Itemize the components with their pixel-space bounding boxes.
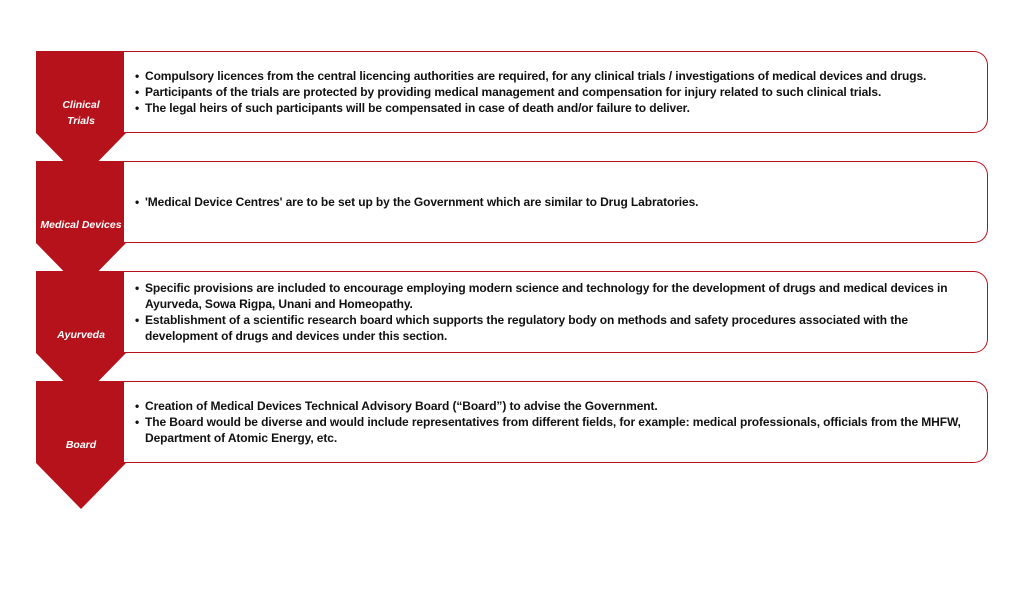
bullet-item: • The Board would be diverse and would include representatives from different fields, for example: medical professionals, officials from the MHFW, Department of Atomic Energy, etc. xyxy=(136,414,977,446)
bullet-item: • Compulsory licences from the central licencing authorities are required, for any clinical trials / investigations of medical devices and drugs. xyxy=(136,68,977,84)
bullet-item: • 'Medical Device Centres' are to be set up by the Government which are similar to Drug Labratories. xyxy=(136,194,977,210)
panel-clinical-trials xyxy=(124,51,988,133)
bullet-item: • Specific provisions are included to encourage employing modern science and technology for the development of drugs and medical devices in Ayurveda, Sowa Rigpa, Unani and Homeopathy. xyxy=(136,280,977,312)
chevron-medical-devices xyxy=(36,161,126,289)
chevron-clinical-trials xyxy=(36,51,126,179)
row-label: Medical Devices xyxy=(40,219,122,231)
panel-board xyxy=(124,381,988,463)
row-label: Board xyxy=(65,439,97,451)
row-label: Ayurveda xyxy=(57,329,105,341)
bullet-item: • Participants of the trials are protected by providing medical management and compensation for injury related to such clinical trials. xyxy=(136,84,977,100)
bullet-item: • Establishment of a scientific research board which supports the regulatory body on methods and safety procedures associated with the development of drugs and devices under this section. xyxy=(136,312,977,344)
row-label-line-1: Clinical xyxy=(62,99,100,111)
row-label xyxy=(36,97,126,129)
row-label-line-2: Trials xyxy=(67,115,95,127)
bullet-item: • The legal heirs of such participants will be compensated in case of death and/or failure to deliver. xyxy=(136,100,977,116)
chevron-board xyxy=(36,381,126,509)
panel-medical-devices xyxy=(124,161,988,243)
panel-ayurveda xyxy=(124,271,988,353)
bullet-item: • Creation of Medical Devices Technical Advisory Board (“Board”) to advise the Government. xyxy=(136,398,977,414)
chevron-ayurveda xyxy=(36,271,126,399)
